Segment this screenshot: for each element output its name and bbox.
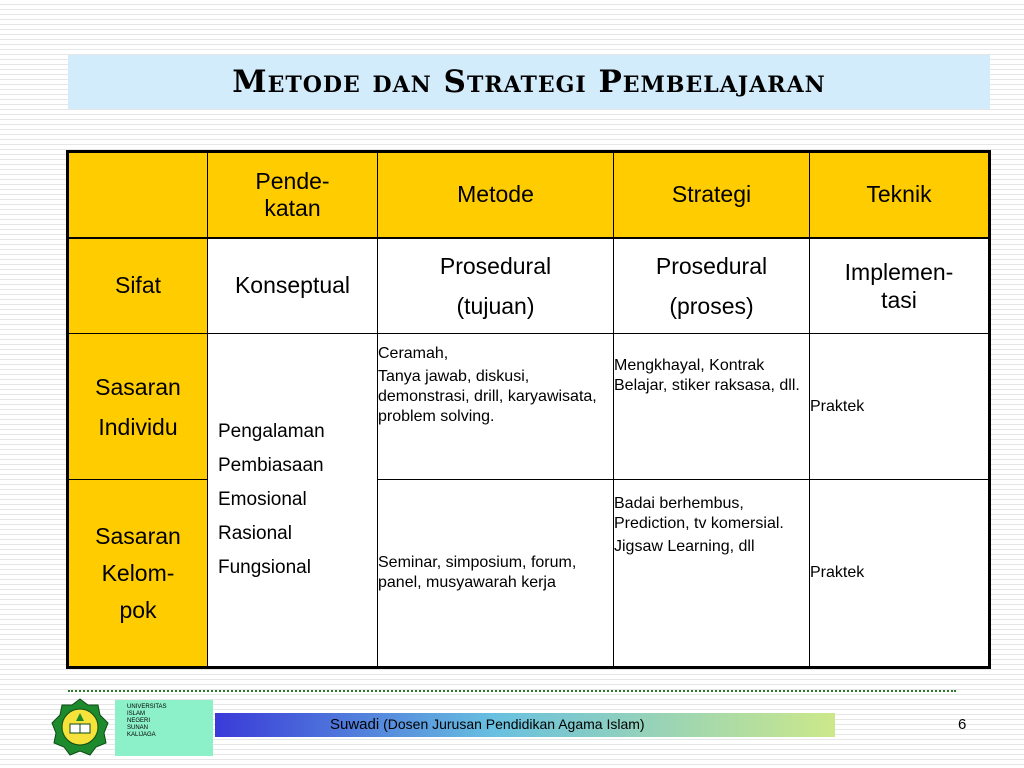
- sifat-metode: [378, 238, 614, 334]
- pendekatan-list: [208, 334, 378, 668]
- individu-metode-item: Ceramah,: [378, 345, 449, 362]
- kelompok-label-line3: pok: [119, 596, 157, 623]
- kelompok-label-line2: Kelom-: [101, 559, 175, 586]
- footer-credit: [330, 716, 645, 733]
- sifat-strategi-line2: (proses): [669, 292, 754, 319]
- kelompok-strategi: [614, 480, 810, 668]
- pendekatan-item: Pengalaman: [218, 421, 325, 442]
- sifat-strategi-line1: Prosedural: [655, 252, 768, 279]
- logo-text-line: ISLAM: [127, 711, 146, 717]
- logo-text-line: SUNAN: [127, 725, 149, 731]
- row-label-individu: [68, 334, 208, 480]
- individu-strategi: Mengkhayal, Kontrak Belajar, stiker raksasa, dll.: [614, 334, 810, 480]
- pendekatan-item: Emosional: [218, 489, 307, 510]
- kelompok-strategi-item: Badai berhembus, Prediction, tv komersial.: [614, 495, 784, 532]
- header-metode: Metode: [378, 152, 614, 238]
- header-empty: [68, 152, 208, 238]
- logo-text-line: KALIJAGA: [127, 732, 156, 738]
- kelompok-label-line1: Sasaran: [95, 522, 181, 549]
- sifat-metode-line2: (tujuan): [456, 292, 535, 319]
- sifat-teknik: [810, 238, 990, 334]
- kelompok-teknik: Praktek: [810, 480, 990, 668]
- pendekatan-item: Fungsional: [218, 557, 311, 578]
- footer-affiliation: (Dosen Jurusan Pendidikan Agama Islam): [379, 716, 645, 732]
- header-strategi: Strategi: [614, 152, 810, 238]
- university-name-box: [115, 700, 213, 756]
- individu-teknik: Praktek: [810, 334, 990, 480]
- table-row-individu: [68, 334, 990, 480]
- individu-metode-item: Tanya jawab, diskusi, demonstrasi, drill, karyawisata, problem solving.: [378, 368, 597, 425]
- sifat-strategi: [614, 238, 810, 334]
- university-logo-icon: [50, 697, 110, 757]
- footer-author: Suwadi: [330, 716, 380, 733]
- title-banner: [68, 55, 990, 109]
- kelompok-metode: Seminar, simposium, forum, panel, musyawarah kerja: [378, 480, 614, 668]
- slide-title: Metode dan Strategi Pembelajaran: [232, 64, 826, 100]
- sifat-teknik-line2: tasi: [881, 286, 917, 313]
- methods-table: [66, 150, 991, 669]
- row-label-sifat: Sifat: [68, 238, 208, 334]
- kelompok-strategi-item: Jigsaw Learning, dll: [614, 538, 755, 555]
- footer-divider: [68, 690, 956, 692]
- logo-text-line: UNIVERSITAS: [127, 704, 167, 710]
- pendekatan-item: Rasional: [218, 523, 292, 544]
- table-row-sifat: [68, 238, 990, 334]
- sifat-pendekatan: Konseptual: [208, 238, 378, 334]
- sifat-metode-line1: Prosedural: [439, 252, 552, 279]
- table-row-kelompok: [68, 480, 990, 668]
- pendekatan-item: Pembiasaan: [218, 455, 324, 476]
- individu-metode: [378, 334, 614, 480]
- row-label-kelompok: [68, 480, 208, 668]
- individu-label-line1: Sasaran: [95, 373, 181, 400]
- page-number: 6: [958, 716, 967, 733]
- table-header-row: [68, 152, 990, 238]
- individu-label-line2: Individu: [98, 413, 178, 440]
- header-teknik: Teknik: [810, 152, 990, 238]
- logo-text-line: NEGERI: [127, 718, 151, 724]
- sifat-teknik-line1: Implemen-: [844, 258, 954, 285]
- header-pendekatan: Pende- katan: [208, 152, 378, 238]
